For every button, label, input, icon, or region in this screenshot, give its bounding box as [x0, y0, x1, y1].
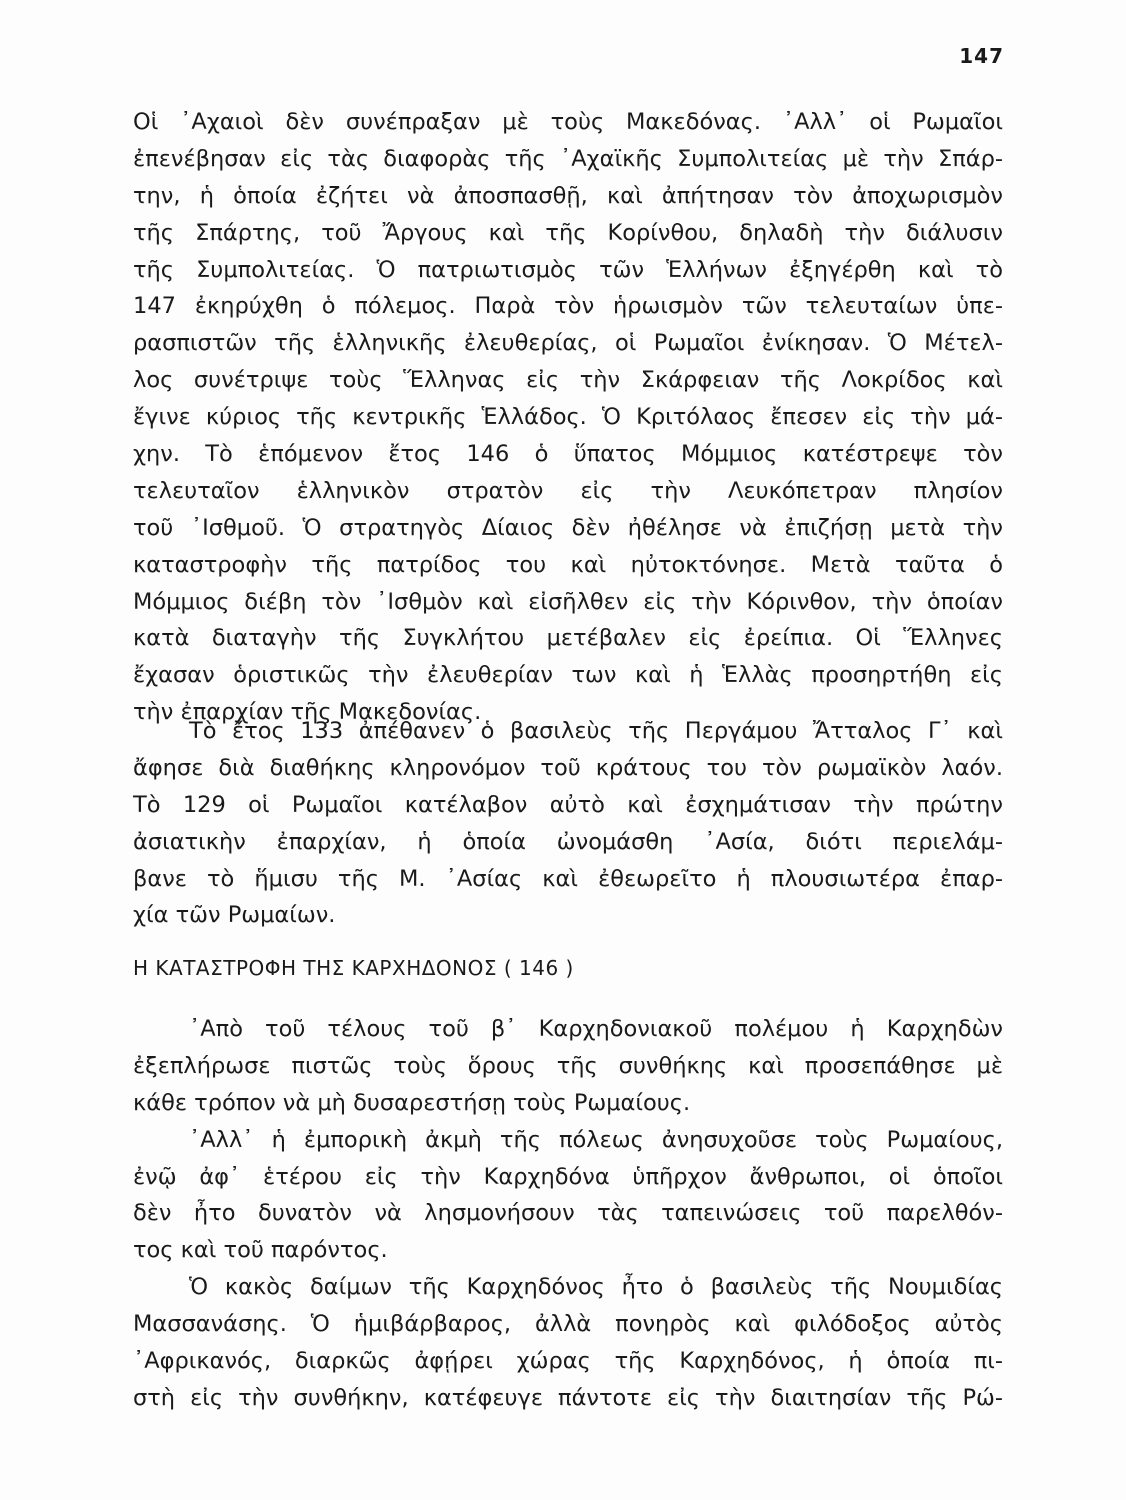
text-line: τος καὶ τοῦ παρόντος.	[133, 1237, 388, 1264]
text-line: Τὸ 129 οἱ Ρωμαῖοι κατέλαβον αὐτὸ καὶ ἐσχημάτισαν τὴν πρώτην	[133, 791, 1003, 818]
text-line: 147 ἐκηρύχθη ὁ πόλεμος. Παρὰ τὸν ἡρωισμὸν τῶν τελευταίων ὑπε-	[133, 293, 1003, 320]
text-line: χην. Τὸ ἑπόμενον ἔτος 146 ὁ ὕπατος Μόμμιος κατέστρεψε τὸν	[133, 441, 1003, 468]
text-line: ᾽Αφρικανός, διαρκῶς ἀφῄρει χώρας τῆς Καρχηδόνος, ἡ ὁποία πι-	[133, 1348, 1003, 1375]
text-line: δὲν ἦτο δυνατὸν νὰ λησμονήσουν τὰς ταπεινώσεις τοῦ παρελθόν-	[133, 1200, 1003, 1227]
paragraphs-carthage	[133, 1011, 1003, 1417]
text-line: τοῦ ᾽Ισθμοῦ. Ὁ στρατηγὸς Δίαιος δὲν ἠθέλησε νὰ ἐπιζήσῃ μετὰ τὴν	[133, 514, 1003, 541]
paragraph-pergamon	[133, 713, 1003, 934]
text-line: Τὸ ἔτος 133 ἀπέθανεν ὁ βασιλεὺς τῆς Περγάμου Ἄτταλος Γ᾽ καὶ	[189, 718, 1003, 744]
text-line: Οἱ ᾽Αχαιοὶ δὲν συνέπραξαν μὲ τοὺς Μακεδόνας. ᾽Αλλ᾽ οἱ Ρωμαῖοι	[133, 109, 1003, 135]
text-line: τελευταῖον ἑλληνικὸν στρατὸν εἰς τὴν Λευκόπετραν πλησίον	[133, 477, 1003, 504]
text-line: χία τῶν Ρωμαίων.	[133, 902, 336, 929]
page-number: 147	[959, 44, 1004, 68]
text-line: ἀσιατικὴν ἐπαρχίαν, ἡ ὁποία ὠνομάσθη ᾽Ασία, διότι περιελάμ-	[133, 828, 1003, 855]
text-line: ἄφησε διὰ διαθήκης κληρονόμον τοῦ κράτους του τὸν ρωμαϊκὸν λαόν.	[133, 754, 1003, 781]
text-line: ἔχασαν ὁριστικῶς τὴν ἐλευθερίαν των καὶ ἡ Ἑλλὰς προσηρτήθη εἰς	[133, 662, 1003, 689]
paragraph-achaean-war	[133, 104, 1003, 731]
text-line: τῆς Συμπολιτείας. Ὁ πατριωτισμὸς τῶν Ἑλλήνων ἐξηγέρθη καὶ τὸ	[133, 256, 1003, 283]
text-line: ἐπενέβησαν εἰς τὰς διαφορὰς τῆς ᾽Αχαϊκῆς Συμπολιτείας μὲ τὴν Σπάρ-	[133, 145, 1003, 172]
text-line: κάθε τρόπον νὰ μὴ δυσαρεστήσῃ τοὺς Ρωμαίους.	[133, 1089, 691, 1116]
text-line: ἔγινε κύριος τῆς κεντρικῆς Ἑλλάδος. Ὁ Κριτόλαος ἔπεσεν εἰς τὴν μά-	[133, 404, 1003, 431]
text-line: ᾽Απὸ τοῦ τέλους τοῦ β᾽ Καρχηδονιακοῦ πολέμου ἡ Καρχηδὼν	[189, 1016, 1003, 1042]
text-line: Μασσανάσης. Ὁ ἡμιβάρβαρος, ἀλλὰ πονηρὸς καὶ φιλόδοξος αὐτὸς	[133, 1311, 1003, 1338]
text-line: ἐξεπλήρωσε πιστῶς τοὺς ὅρους τῆς συνθήκης καὶ προσεπάθησε μὲ	[133, 1052, 1003, 1079]
text-line: τῆς Σπάρτης, τοῦ Ἄργους καὶ τῆς Κορίνθου, δηλαδὴ τὴν διάλυσιν	[133, 219, 1003, 246]
text-line: την, ἡ ὁποία ἐζήτει νὰ ἀποσπασθῇ, καὶ ἀπήτησαν τὸν ἀποχωρισμὸν	[133, 182, 1003, 209]
text-line: λος συνέτριψε τοὺς Ἕλληνας εἰς τὴν Σκάρφειαν τῆς Λοκρίδος καὶ	[133, 367, 1003, 394]
text-line: στὴ εἰς τὴν συνθήκην, κατέφευγε πάντοτε εἰς τὴν διαιτησίαν τῆς Ρώ-	[133, 1384, 1003, 1411]
text-line: ᾽Αλλ᾽ ἡ ἐμπορικὴ ἀκμὴ τῆς πόλεως ἀνησυχοῦσε τοὺς Ρωμαίους,	[189, 1126, 1003, 1153]
text-line: ρασπιστῶν τῆς ἑλληνικῆς ἐλευθερίας, οἱ Ρωμαῖοι ἐνίκησαν. Ὁ Μέτελ-	[133, 330, 1003, 357]
text-line: βανε τὸ ἥμισυ τῆς Μ. ᾽Ασίας καὶ ἐθεωρεῖτο ἡ πλουσιωτέρα ἐπαρ-	[133, 865, 1003, 892]
text-line: ἐνῷ ἀφ᾽ ἑτέρου εἰς τὴν Καρχηδόνα ὑπῆρχον ἄνθρωποι, οἱ ὁποῖοι	[133, 1163, 1003, 1190]
text-line: κατὰ διαταγὴν τῆς Συγκλήτου μετέβαλεν εἰς ἐρείπια. Οἱ Ἕλληνες	[133, 625, 1003, 652]
text-line: καταστροφὴν τῆς πατρίδος του καὶ ηὐτοκτόνησε. Μετὰ ταῦτα ὁ	[133, 551, 1003, 578]
section-heading: Η ΚΑΤΑΣΤΡΟΦΗ ΤΗΣ ΚΑΡΧΗΔΟΝΟΣ ( 146 )	[133, 956, 574, 980]
text-line: Ὁ κακὸς δαίμων τῆς Καρχηδόνος ἦτο ὁ βασιλεὺς τῆς Νουμιδίας	[189, 1274, 1003, 1301]
text-line: Μόμμιος διέβη τὸν ᾽Ισθμὸν καὶ εἰσῆλθεν εἰς τὴν Κόρινθον, τὴν ὁποίαν	[133, 588, 1003, 615]
text-line: τὴν ἐπαρχίαν τῆς Μακεδονίας.	[133, 699, 482, 726]
